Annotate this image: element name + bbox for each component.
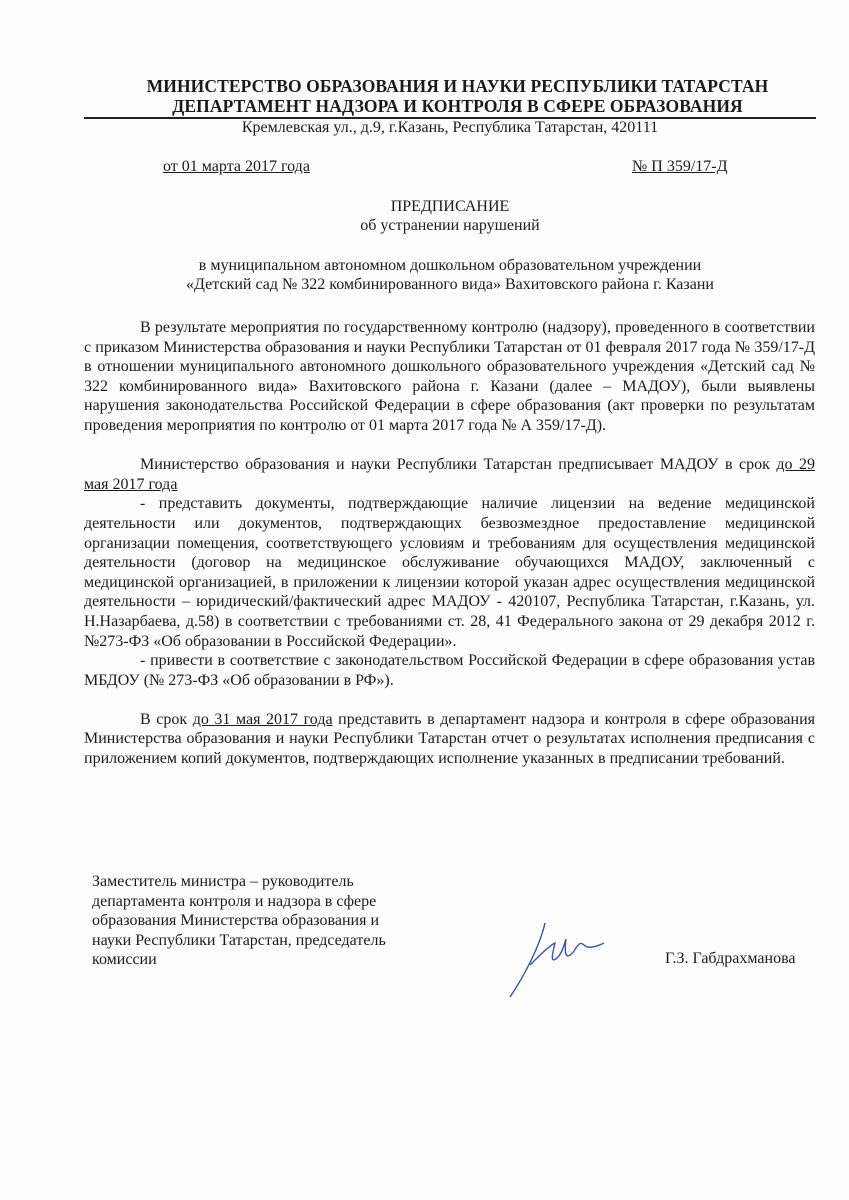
signatory-name: Г.З. Габдрахманова xyxy=(665,950,796,967)
deadline-1: до 29 мая 2017 года xyxy=(84,456,815,493)
document-subtitle: об устранении нарушений xyxy=(360,217,540,234)
ministry-name: МИНИСТЕРСТВО ОБРАЗОВАНИЯ И НАУКИ РЕСПУБЛИКИ ТАТАРСТАН xyxy=(146,76,769,96)
document-body xyxy=(84,318,815,769)
paragraph-findings: В результате мероприятия по государственному контролю (надзору), проведенного в соответствии с приказом Министерства образования и науки Республики Татарстан от 01 февраля 2017 года № 359/17-Д в отношении муниципального автономного дошкольного образовательного учреждения «Детский сад № 322 комбинированного вида» Вахитовского района г. Казани (далее – МАДОУ), были выявлены нарушения законодательства Российской Федерации в сфере образования (акт проверки по результатам проведения мероприятия по контролю от 01 марта 2017 года № А 359/17-Д). xyxy=(84,319,815,434)
document-date: от 01 марта 2017 года xyxy=(163,158,310,175)
document-title: ПРЕДПИСАНИЕ xyxy=(390,198,510,215)
report-text-start: В срок xyxy=(140,710,193,728)
handwritten-signature xyxy=(500,915,610,1005)
signatory-position: Заместитель министра – руководитель департамента контроля и надзора в сфере образования Министерства образования и науки Республики Татарстан, председатель комиссии xyxy=(92,873,386,969)
target-line-2: «Детский сад № 322 комбинированного вида» Вахитовского района г. Казани xyxy=(186,276,714,293)
address: Кремлевская ул., д.9, г.Казань, Республика Татарстан, 420111 xyxy=(241,119,659,136)
order-text: Министерство образования и науки Республики Татарстан предписывает МАДОУ в срок xyxy=(140,456,777,474)
requirement-1: - представить документы, подтверждающие наличие лицензии на ведение медицинской деятельности или документов, подтверждающих безвозмездное предоставление медицинской организации помещения, соответствующего условиям и требованиям для осуществления медицинской деятельности (договор на медицинское обслуживание обучающихся МАДОУ, заключенный с медицинской организацией, в приложении к лицензии которой указан адрес осуществления медицинской деятельности – юридический/фактический адрес МАДОУ - 420107, Республика Татарстан, г.Казань, ул. Н.Назарбаева, д.58) в соответствии с требованиями ст. 28, 41 Федерального закона от 29 декабря 2012 г. №273-ФЗ «Об образовании в Российской Федерации». xyxy=(84,495,815,650)
paragraph-report xyxy=(84,710,815,769)
document-number: № П 359/17-Д xyxy=(632,158,728,175)
requirement-2: - привести в соответствие с законодательством Российской Федерации в сфере образования устав МБДОУ (№ 273-ФЗ «Об образовании в РФ»). xyxy=(84,652,815,689)
report-text-rest: представить в департамент надзора и контроля в сфере образования Министерства образования и науки Республики Татарстан отчет о результатах исполнения предписания с приложением копий документов, подтверждающих исполнение указанных в предписании требований. xyxy=(84,710,816,768)
deadline-2: до 31 мая 2017 года xyxy=(192,710,333,728)
department-name: ДЕПАРТАМЕНТ НАДЗОРА И КОНТРОЛЯ В СФЕРЕ ОБРАЗОВАНИЯ xyxy=(172,96,743,116)
target-line-1: в муниципальном автономном дошкольном образовательном учреждении xyxy=(198,257,702,274)
paragraph-order xyxy=(84,455,815,494)
